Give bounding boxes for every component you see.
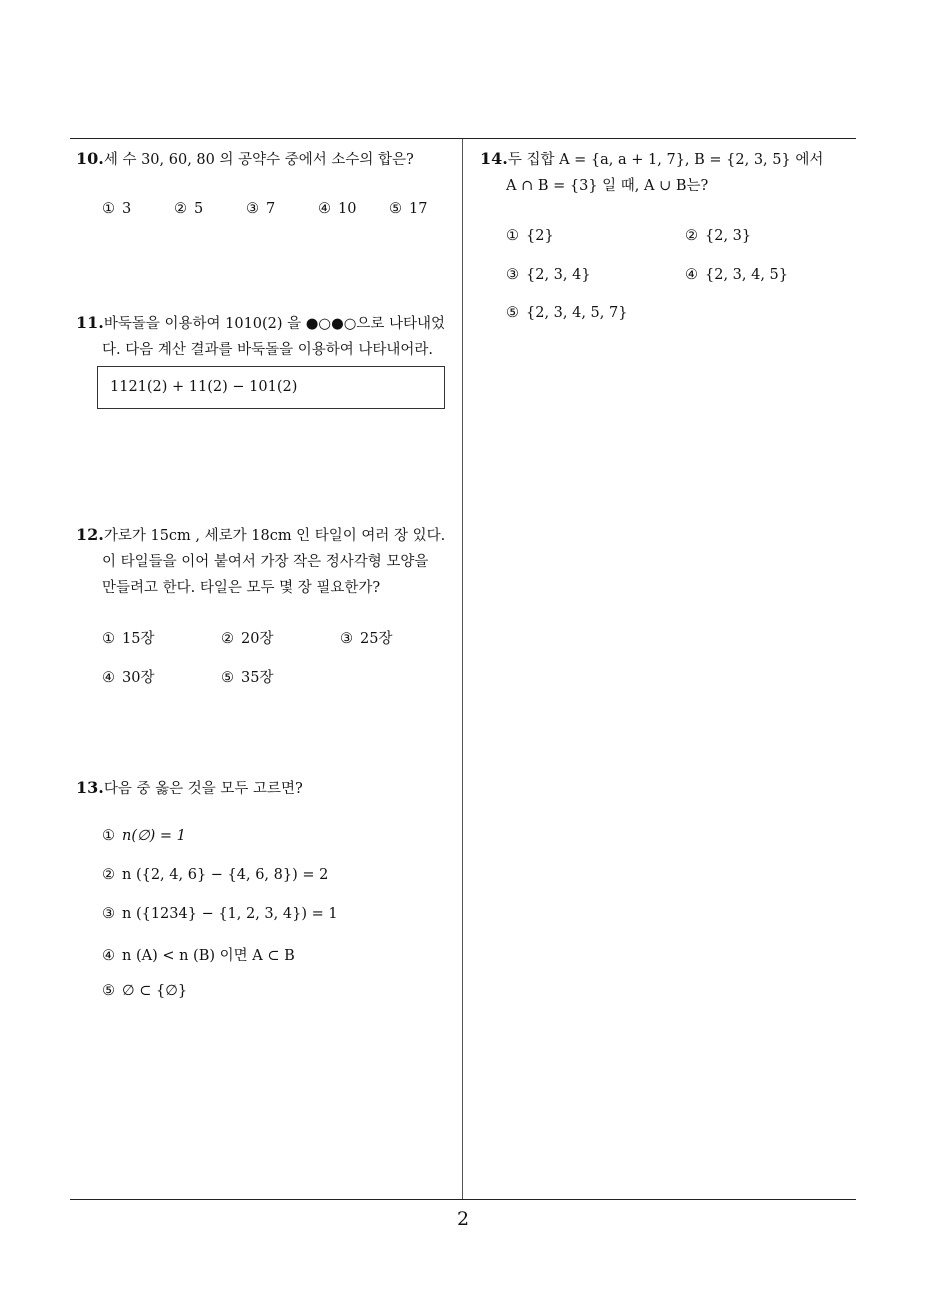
question-13	[76, 775, 460, 802]
choice-4[interactable]: ④ 10	[318, 201, 357, 217]
expression-text: 1121(2) + 11(2) − 101(2)	[110, 379, 298, 395]
question-text-cont: 다. 다음 계산 결과를 바둑돌을 이용하여 나타내어라.	[102, 342, 434, 358]
choice-3[interactable]: ③ 7	[246, 201, 276, 217]
choice-4[interactable]: ④ {2, 3, 4, 5}	[685, 267, 789, 283]
question-text: 두 집합 A = {a, a + 1, 7}, B = {2, 3, 5} 에서	[507, 152, 824, 168]
column-divider	[462, 139, 463, 1199]
question-text-cont: A ∩ B = {3} 일 때, A ∪ B는?	[506, 178, 709, 194]
question-number: 12.	[76, 525, 104, 544]
question-14	[480, 146, 860, 199]
question-number: 11.	[76, 313, 104, 332]
question-11	[76, 310, 460, 363]
choice-5[interactable]: ⑤ 35장	[221, 670, 274, 686]
question-text: 바둑돌을 이용하여 1010(2) 을 ●○●○으로 나타내었	[103, 316, 446, 332]
page-number: 2	[456, 1208, 470, 1230]
choice-2[interactable]: ② 5	[174, 201, 204, 217]
question-text: 세 수 30, 60, 80 의 공약수 중에서 소수의 합은?	[103, 152, 414, 168]
question-number: 13.	[76, 778, 104, 797]
question-10	[76, 146, 456, 173]
choice-2[interactable]: ② 20장	[221, 631, 274, 647]
question-text: 다음 중 옳은 것을 모두 고르면?	[103, 781, 303, 797]
choice-4[interactable]: ④ n (A) < n (B) 이면 A ⊂ B	[102, 948, 295, 964]
choice-3[interactable]: ③ {2, 3, 4}	[506, 267, 591, 283]
choice-1[interactable]: ① {2}	[506, 228, 554, 244]
choice-2[interactable]: ② {2, 3}	[685, 228, 752, 244]
top-rule	[70, 138, 856, 139]
question-number: 10.	[76, 149, 104, 168]
choice-2[interactable]: ② n ({2, 4, 6} − {4, 6, 8}) = 2	[102, 867, 329, 883]
question-number: 14.	[480, 149, 508, 168]
choice-1[interactable]: ① 15장	[102, 631, 155, 647]
choice-3[interactable]: ③ n ({1234} − {1, 2, 3, 4}) = 1	[102, 906, 338, 922]
choice-3[interactable]: ③ 25장	[340, 631, 393, 647]
choice-1[interactable]: ① n(∅) = 1	[102, 828, 186, 844]
bottom-rule	[70, 1199, 856, 1200]
question-text: 가로가 15cm , 세로가 18cm 인 타일이 여러 장 있다.	[103, 528, 446, 544]
expression-box	[97, 366, 445, 409]
question-text-cont: 이 타일들을 이어 붙여서 가장 작은 정사각형 모양을	[102, 554, 429, 570]
choice-5[interactable]: ⑤ {2, 3, 4, 5, 7}	[506, 305, 628, 321]
choice-5[interactable]: ⑤ ∅ ⊂ {∅}	[102, 983, 188, 999]
choice-5[interactable]: ⑤ 17	[389, 201, 428, 217]
choice-4[interactable]: ④ 30장	[102, 670, 155, 686]
question-text-cont: 만들려고 한다. 타일은 모두 몇 장 필요한가?	[102, 580, 381, 596]
choice-1[interactable]: ① 3	[102, 201, 132, 217]
question-12	[76, 522, 460, 601]
